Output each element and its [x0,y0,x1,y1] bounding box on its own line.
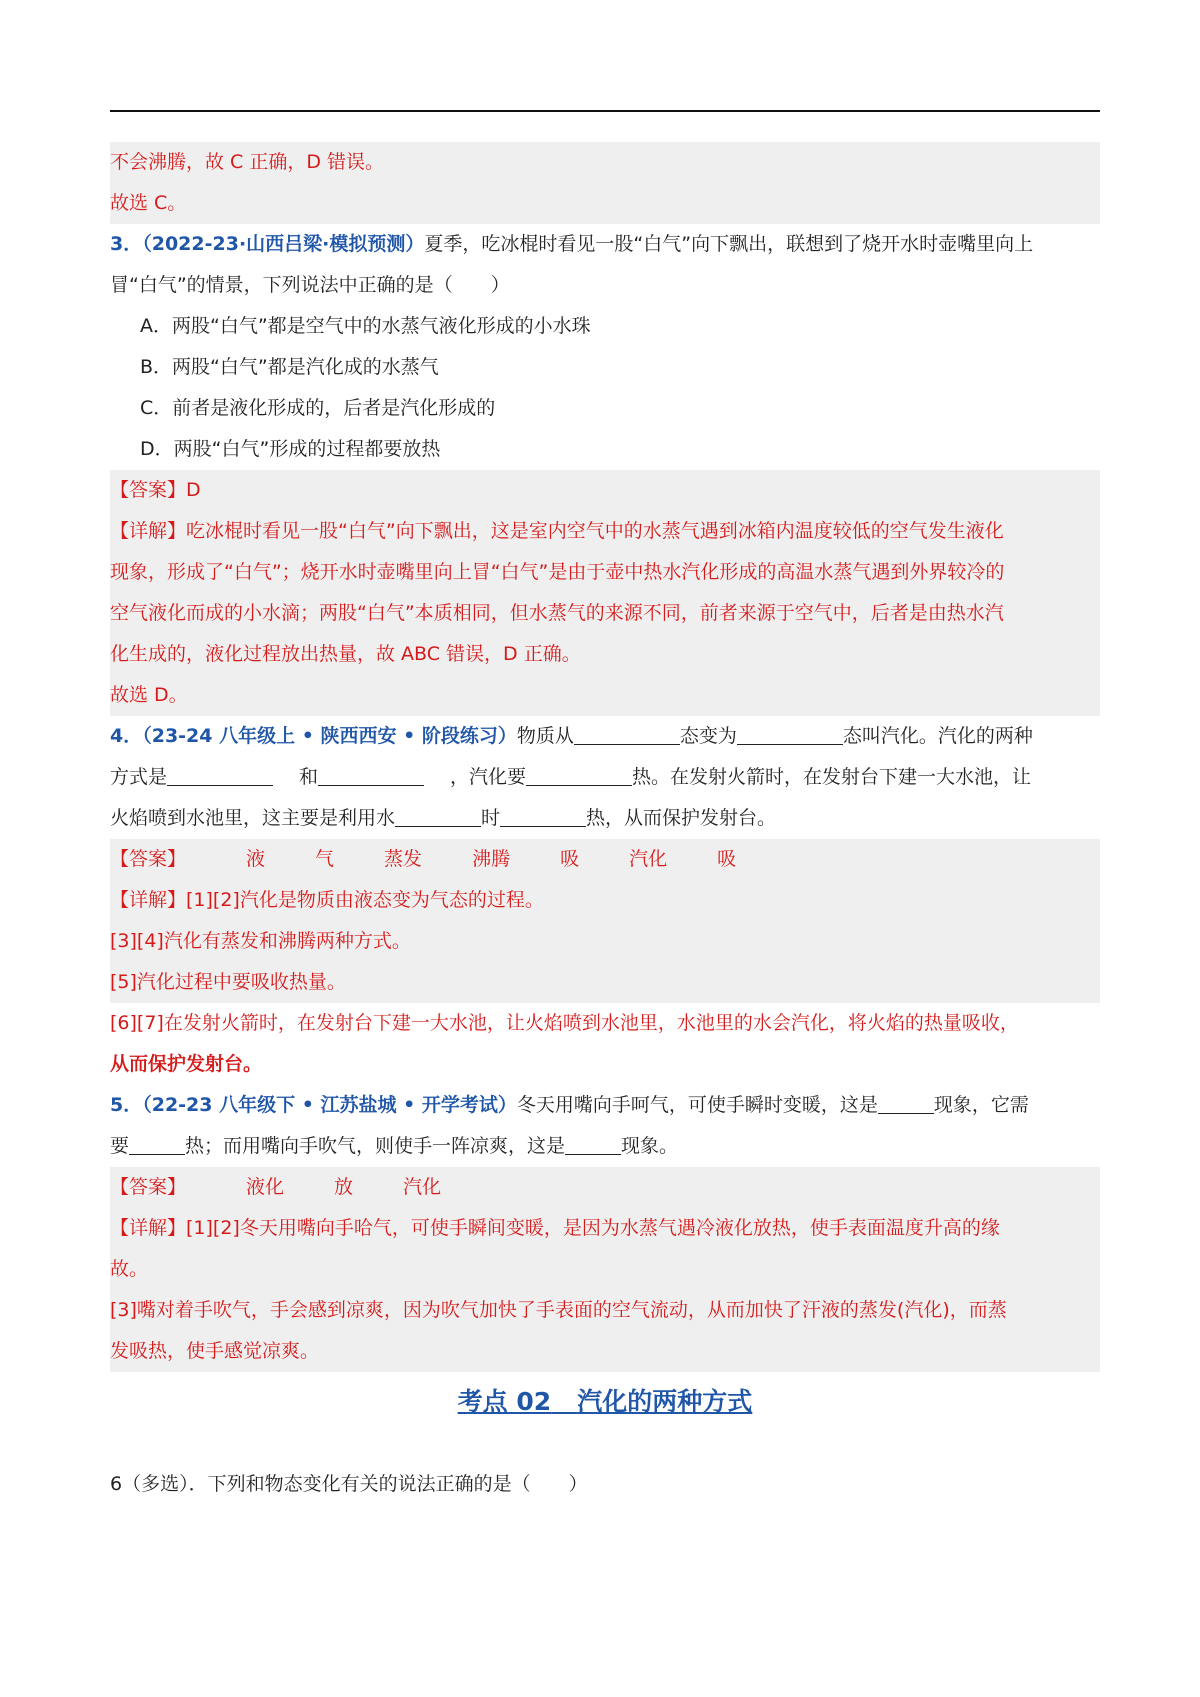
q2-conclusion: 故选 C。 [110,192,187,214]
q3-answer-block [110,470,1100,716]
q3-source: （2022-23·山西吕梁·模拟预测） [142,233,425,255]
q3-answer [110,470,1100,511]
q4-text-1: 物质从 [516,725,574,747]
q4-blank-7 [500,807,586,827]
q3-option-c: C．前者是液化形成的，后者是汽化形成的 [140,397,496,419]
section-name: 汽化的两种方式 [577,1387,753,1416]
question-5 [110,1085,1100,1167]
q4-blank-5 [526,766,632,786]
q4-answer-2: 气 [315,848,335,870]
q4-detail-line-1 [110,880,1100,921]
q3-option-a: A．两股“白气”都是空气中的水蒸气液化形成的小水珠 [140,315,591,337]
question-6-stem: 6（多选）．下列和物态变化有关的说法正确的是（ ） [110,1473,588,1495]
q5-stem-line-2 [110,1126,1100,1167]
q5-blank-2 [129,1135,185,1155]
q3-number: 3． [110,233,143,255]
q4-detail-label: 【详解】 [110,889,187,911]
q4-detail-line-5: 从而保护发射台。 [110,1053,263,1075]
q4-text-7: 热。在发射火箭时，在发射台下建一大水池，让 [632,766,1032,788]
q3-conclusion: 故选 D。 [110,684,188,706]
q4-number: 4． [110,725,143,747]
q3-stem-text-1: 夏季，吃冰棍时看见一股“白气”向下飘出，联想到了烧开水时壶嘴里向上 [424,233,1034,255]
q4-blank-4 [318,766,424,786]
q4-detail-line-2: [3][4]汽化有蒸发和沸腾两种方式。 [110,930,411,952]
q4-detail-line-3: [5]汽化过程中要吸收热量。 [110,971,346,993]
q4-stem-line-3 [110,798,1100,839]
q5-answer-3: 汽化 [403,1176,442,1198]
q5-detail-line-1 [110,1208,1100,1249]
q4-answer-3: 蒸发 [384,848,423,870]
q4-detail-continued [110,1003,1100,1085]
q3-answer-value: D [186,479,201,501]
q4-blank-2 [737,725,843,745]
q5-detail-text-1: [1][2]冬天用嘴向手哈气，可使手瞬间变暖，是因为水蒸气遇冷液化放热，使手表面温度升高的缘 [186,1217,1000,1239]
q4-source: （23-24 八年级上 • 陕西西安 • 阶段练习） [142,725,517,747]
q5-answer-1: 液化 [246,1176,285,1198]
q4-text-5: 和 [299,766,319,788]
q4-text-8: 火焰喷到水池里，这主要是利用水 [110,807,396,829]
q4-blank-1 [574,725,680,745]
q4-text-4: 方式是 [110,766,168,788]
q5-detail-line-4: 发吸热，使手感觉凉爽。 [110,1340,320,1362]
header-rule [110,110,1100,112]
q5-text-2: 现象，它需 [933,1094,1029,1116]
page-content [110,142,1100,1505]
q4-text-10: 热，从而保护发射台。 [586,807,777,829]
question-3 [110,224,1100,470]
q5-stem-line-1 [110,1085,1100,1126]
q5-text-3: 要 [110,1135,130,1157]
q5-blank-1 [878,1094,934,1114]
q4-detail-text-1: [1][2]汽化是物质由液态变为气态的过程。 [186,889,544,911]
section-heading [110,1380,1100,1424]
q3-detail-line-1 [110,511,1100,552]
q4-blank-6 [395,807,481,827]
q4-text-3: 态叫汽化。汽化的两种 [842,725,1033,747]
q5-answer-label: 【答案】 [110,1176,187,1198]
q4-answer-1: 液 [246,848,266,870]
q4-answer-6: 汽化 [629,848,668,870]
q4-answer-5: 吸 [560,848,580,870]
q3-detail-label: 【详解】 [110,520,187,542]
q5-detail-line-3: [3]嘴对着手吹气，手会感到凉爽，因为吹气加快了手表面的空气流动，从而加快了汗液的蒸发(汽化)，而蒸 [110,1299,1007,1321]
q5-answer-block [110,1167,1100,1372]
q4-detail-line-4: [6][7]在发射火箭时，在发射台下建一大水池，让火焰喷到水池里，水池里的水会汽化，将火焰的热量吸收， [110,1012,1019,1034]
q5-detail-label: 【详解】 [110,1217,187,1239]
q5-answer [110,1167,1100,1208]
q4-answer-block [110,839,1100,1003]
q5-answer-2: 放 [334,1176,354,1198]
q5-text-5: 现象。 [621,1135,679,1157]
q2-detail-tail: 不会沸腾，故 C 正确，D 错误。 [110,151,385,173]
q5-text-4: 热；而用嘴向手吹气，则使手一阵凉爽，这是 [185,1135,566,1157]
q4-text-6: ，汽化要 [450,766,527,788]
q5-number: 5． [110,1094,143,1116]
q5-blank-3 [565,1135,621,1155]
q5-text-1: 冬天用嘴向手呵气，可使手瞬时变暖，这是 [516,1094,878,1116]
q3-stem-line-2: 冒“白气”的情景，下列说法中正确的是（ ） [110,274,510,296]
q3-detail-text-1: 吃冰棍时看见一股“白气”向下飘出，这是室内空气中的水蒸气遇到冰箱内温度较低的空气发生液化 [186,520,1004,542]
q3-detail-line-4: 化生成的，液化过程放出热量，故 ABC 错误，D 正确。 [110,643,581,665]
q4-text-2: 态变为 [679,725,737,747]
q4-text-9: 时 [481,807,501,829]
q5-source: （22-23 八年级下 • 江苏盐城 • 开学考试） [142,1094,517,1116]
q2-answer-block [110,142,1100,224]
q4-stem-line-1 [110,716,1100,757]
q3-answer-label: 【答案】 [110,479,187,501]
q3-detail-line-3: 空气液化而成的小水滴；两股“白气”本质相同，但水蒸气的来源不同，前者来源于空气中，后者是由热水汽 [110,602,1004,624]
q4-answer-4: 沸腾 [472,848,511,870]
question-4 [110,716,1100,839]
q4-answer-label: 【答案】 [110,848,187,870]
section-code: 考点 02 [457,1387,552,1416]
q4-blank-3 [167,766,273,786]
q5-detail-line-2: 故。 [110,1258,149,1280]
q3-detail-line-2: 现象，形成了“白气”；烧开水时壶嘴里向上冒“白气”是由于壶中热水汽化形成的高温水蒸气遇到外界较冷的 [110,561,1005,583]
q4-answer-7: 吸 [717,848,737,870]
q4-stem-line-2 [110,757,1100,798]
q3-option-b: B．两股“白气”都是汽化成的水蒸气 [140,356,439,378]
q3-option-d: D．两股“白气”形成的过程都要放热 [140,438,441,460]
q4-answer [110,839,1100,880]
q3-stem-line-1 [110,224,1100,265]
